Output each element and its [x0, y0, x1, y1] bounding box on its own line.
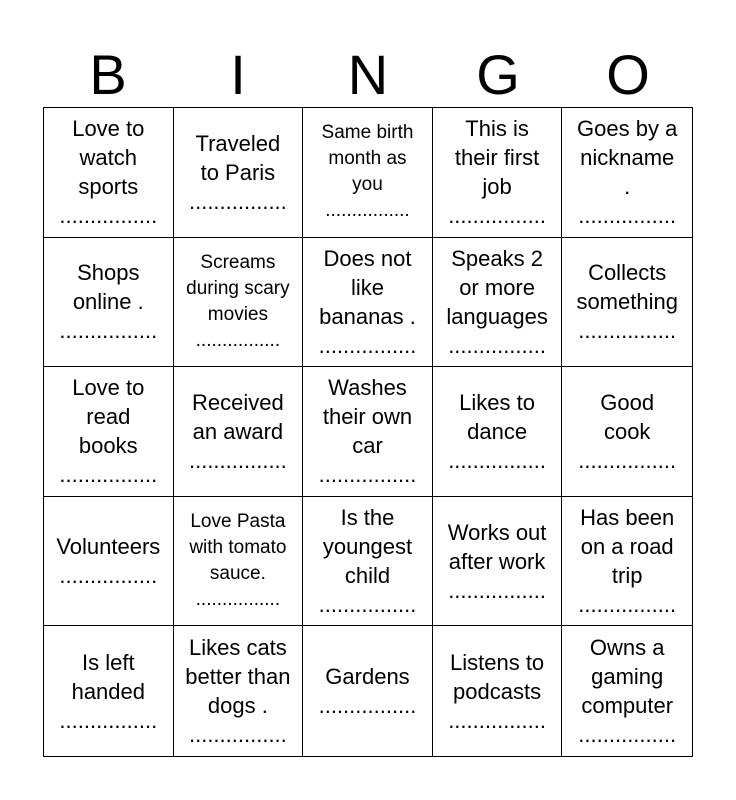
bingo-header	[43, 42, 693, 108]
bingo-cell[interactable]	[303, 626, 433, 756]
cell-text: This is their first job ................	[448, 116, 546, 229]
cell-text: Owns a gaming computer ................	[578, 635, 677, 748]
bingo-cell[interactable]	[303, 367, 433, 497]
bingo-cell[interactable]	[174, 626, 304, 756]
cell-text: Same birth month as you ................	[321, 122, 414, 222]
bingo-cell[interactable]	[562, 238, 692, 368]
cell-text: Love to read books ................	[59, 375, 158, 488]
bingo-cell[interactable]	[433, 497, 563, 627]
bingo-cell[interactable]	[433, 108, 563, 238]
cell-text: Love Pasta with tomato sauce. ................	[189, 511, 287, 611]
bingo-cell[interactable]	[174, 238, 304, 368]
cell-text: Listens to podcasts ................	[448, 649, 546, 733]
bingo-cell[interactable]	[433, 367, 563, 497]
cell-text: Volunteers ................	[56, 534, 161, 589]
bingo-cell[interactable]	[303, 238, 433, 368]
bingo-cell[interactable]	[433, 238, 563, 368]
cell-text: Is the youngest child ................	[318, 505, 417, 618]
cell-text: Has been on a road trip ................	[578, 505, 677, 618]
bingo-cell[interactable]	[44, 497, 174, 627]
bingo-cell[interactable]	[44, 626, 174, 756]
bingo-cell[interactable]	[433, 626, 563, 756]
bingo-board	[43, 107, 693, 757]
cell-text: Screams during scary movies ................	[186, 251, 290, 351]
bingo-cell[interactable]	[174, 367, 304, 497]
cell-text: Is left handed ................	[59, 649, 158, 733]
bingo-cell[interactable]	[174, 497, 304, 627]
header-letter-n: N	[347, 43, 389, 106]
bingo-cell[interactable]	[303, 108, 433, 238]
bingo-cell[interactable]	[562, 367, 692, 497]
bingo-cell[interactable]	[44, 238, 174, 368]
cell-text: Collects something ................	[576, 260, 678, 344]
cell-text: Gardens ................	[318, 664, 417, 719]
cell-text: Love to watch sports ................	[59, 116, 158, 229]
cell-text: Does not like bananas . ................	[318, 245, 417, 358]
cell-text: Goes by a nickname . ................	[577, 116, 678, 229]
bingo-cell[interactable]	[174, 108, 304, 238]
cell-text: Likes to dance ................	[448, 389, 546, 473]
cell-text: Speaks 2 or more languages ................	[446, 245, 548, 358]
bingo-cell[interactable]	[562, 108, 692, 238]
cell-text: Likes cats better than dogs . ................	[185, 635, 291, 748]
cell-text: Traveled to Paris ................	[188, 130, 287, 214]
header-letter-o: O	[606, 43, 650, 106]
cell-text: Received an award ................	[188, 389, 287, 473]
bingo-cell[interactable]	[44, 108, 174, 238]
header-letter-b: B	[89, 43, 127, 106]
bingo-cell[interactable]	[44, 367, 174, 497]
cell-text: Good cook ................	[578, 389, 677, 473]
bingo-cell[interactable]	[562, 497, 692, 627]
header-letter-g: G	[476, 43, 520, 106]
bingo-cell[interactable]	[303, 497, 433, 627]
header-letter-i: I	[230, 43, 246, 106]
bingo-cell[interactable]	[562, 626, 692, 756]
cell-text: Shops online . ................	[59, 260, 158, 344]
cell-text: Washes their own car ................	[318, 375, 417, 488]
cell-text: Works out after work ................	[447, 519, 547, 603]
